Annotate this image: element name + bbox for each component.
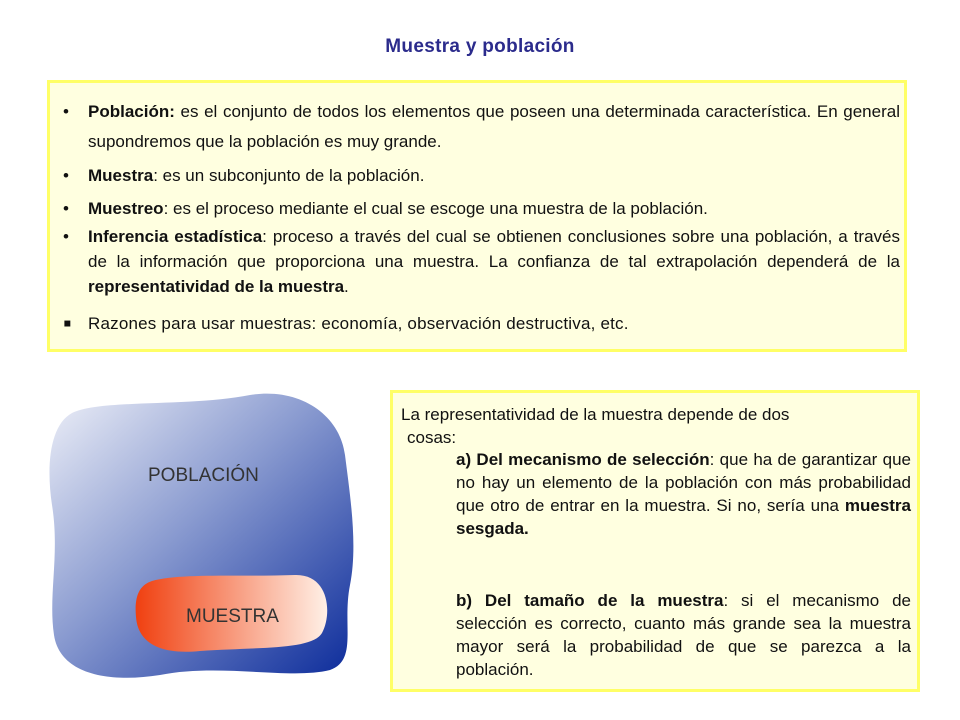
term-representatividad: representatividad de la muestra (88, 277, 345, 296)
text-tamano: : si el mecanismo de selección es correcto, cuanto más grande sea la muestra mayor será la probabilidad de que se parezca a la población. (456, 591, 912, 679)
razones-item (60, 311, 900, 336)
term-muestra: Muestra (88, 166, 154, 185)
poblacion-label: POBLACIÓN (148, 465, 259, 486)
bullet-icon: • (63, 102, 69, 121)
definition-poblacion (60, 97, 900, 157)
text-razones: Razones para usar muestras: economía, observación destructiva, etc. (88, 314, 629, 333)
text-inferencia: : proceso a través del cual se obtienen conclusiones sobre una población, a través de la información que proporciona una muestra. La confianza de tal extrapolación dependerá de la (88, 227, 901, 271)
term-mecanismo: a) Del mecanismo de selección (456, 450, 710, 469)
definition-muestra (60, 163, 900, 188)
definition-muestreo (60, 196, 900, 221)
text-inferencia-end: . (344, 277, 349, 296)
definition-inferencia (60, 224, 900, 299)
population-sample-diagram (40, 385, 370, 685)
bullet-icon: • (63, 227, 69, 246)
intro-line-2: cosas: (407, 428, 457, 447)
term-tamano: b) Del tamaño de la muestra (456, 591, 724, 610)
factor-tamano (456, 589, 911, 681)
definitions-list (60, 97, 900, 336)
definitions-box (47, 80, 907, 352)
term-poblacion: Población: (88, 102, 175, 121)
bullet-icon: • (63, 166, 69, 185)
muestra-label: MUESTRA (186, 606, 279, 627)
representatividad-box (390, 390, 920, 692)
intro-line-1: La representatividad de la muestra depende de dos (401, 405, 790, 424)
representatividad-intro (401, 403, 901, 449)
bullet-icon: • (63, 199, 69, 218)
term-muestreo: Muestreo (88, 199, 164, 218)
square-bullet-icon: ▪ (63, 310, 72, 337)
text-mecanismo: : que ha de garantizar que no hay un elemento de la población con más probabilidad que otro de entrar en la muestra. Si no, sería una (456, 450, 911, 515)
diagram-svg (40, 385, 370, 685)
text-muestreo: : es el proceso mediante el cual se escoge una muestra de la población. (163, 199, 708, 218)
page-title: Muestra y población (385, 36, 575, 57)
term-inferencia: Inferencia estadística (88, 227, 263, 246)
text-poblacion: es el conjunto de todos los elementos que poseen una determinada característica. En general supondremos que la población es muy grande. (88, 102, 900, 151)
text-muestra: : es un subconjunto de la población. (153, 166, 425, 185)
term-muestra-sesgada: muestra sesgada. (456, 496, 911, 538)
factor-mecanismo (456, 448, 911, 540)
